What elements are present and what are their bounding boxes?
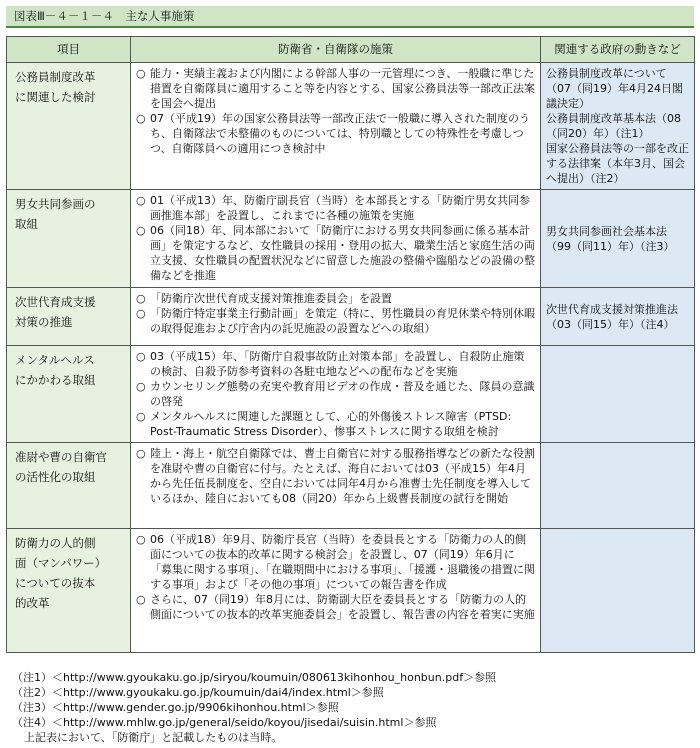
gov-action: 公務員制度改革基本法（08（同20）年）（注1） xyxy=(546,112,681,140)
table-row xyxy=(7,288,695,346)
gov-action: 国家公務員法等の一部を改正する法律案（本年3月、国会へ提出）（注2） xyxy=(546,142,689,185)
measure-text: 06（同18）年、同本部において「防衛庁における男女共同参画に係る基本計画」を策定するなど、女性職員の採用・登用の拡大、職業生活と家庭生活の両立支援、女性職員の配置状況などに留意した施設の整備や臨船などの設備の整備などを推進 xyxy=(150,224,535,282)
measure-text: 「防衛庁次世代育成支援対策推進委員会」を設置 xyxy=(150,292,392,305)
gov-cell xyxy=(541,63,695,190)
item-cell xyxy=(7,190,131,288)
item-cell xyxy=(7,443,131,529)
measures-cell xyxy=(131,190,541,288)
measure-text: 陸上・海上・航空自衛隊では、曹士自衛官に対する服務指導などの新たな役割を准尉や曹の自衛官に付与。たとえば、海自においては03（平成15）年4月から先任伍長制度を、空自においては同年4月から准曹士先任制度を導入しているほか、陸自においても08（同20）年から上級曹長制度の試行を開始 xyxy=(150,447,535,505)
measure-item xyxy=(136,409,535,439)
circle-bullet-icon: ○ xyxy=(136,350,146,363)
item-label-line: 次世代育成支援 xyxy=(15,295,96,309)
measure-item xyxy=(136,592,535,622)
measure-item xyxy=(136,193,535,223)
footnote: （注3）＜http://www.gender.go.jp/9906kihonhou.html＞参照 xyxy=(12,701,339,714)
gov-action: 次世代育成支援対策推進法（03（同15）年）（注4） xyxy=(546,302,678,331)
measure-item xyxy=(136,66,535,111)
item-label-line: 准尉や曹の自衛官 xyxy=(15,450,107,464)
item-label-line: 公務員制度改革 xyxy=(15,70,96,84)
table-row xyxy=(7,346,695,443)
footnote: （注2）＜http://www.gyoukaku.go.jp/koumuin/dai4/index.html＞参照 xyxy=(12,686,384,699)
measure-item xyxy=(136,532,535,592)
figure-title: 図表Ⅲ－４－１－４ 主な人事施策 xyxy=(6,6,694,28)
circle-bullet-icon: ○ xyxy=(136,307,146,320)
circle-bullet-icon: ○ xyxy=(136,112,146,125)
header-item: 項目 xyxy=(7,37,131,63)
gov-cell xyxy=(541,346,695,443)
table-row xyxy=(7,63,695,190)
item-label-line: 面（マンパワー） xyxy=(15,556,107,570)
table-row xyxy=(7,529,695,653)
measures-cell xyxy=(131,288,541,346)
item-label-line: 防衛力の人的側 xyxy=(15,536,96,550)
footnote: （注4）＜http://www.mhlw.go.jp/general/seido/koyou/jisedai/suisin.html＞参照 xyxy=(12,716,437,729)
item-label-line: 男女共同参画の xyxy=(15,197,96,211)
personnel-measures-table xyxy=(6,36,695,653)
item-label-line: 対策の推進 xyxy=(15,315,73,329)
measure-item xyxy=(136,446,535,506)
item-label-line: にかかわる取組 xyxy=(15,373,96,387)
measure-item xyxy=(136,379,535,409)
circle-bullet-icon: ○ xyxy=(136,447,146,460)
measure-text: 01（平成13）年、防衛庁副長官（当時）を本部長とする「防衛庁男女共同参画推進本部」を設置し、これまでに各種の施策を実施 xyxy=(150,194,530,222)
gov-action: 公務員制度改革について（07（同19）年4月24日閣議決定） xyxy=(546,67,683,110)
measure-item xyxy=(136,349,535,379)
header-measures: 防衛省・自衛隊の施策 xyxy=(131,37,541,63)
measure-text: 能力・実績主義および内閣による幹部人事の一元管理につき、一般職に準じた措置を自衛隊員に適用すること等を内容とする、国家公務員法等一部改正法案を国会へ提出 xyxy=(150,67,535,110)
item-cell xyxy=(7,288,131,346)
gov-action: 男女共同参画社会基本法（99（同11）年）（注3） xyxy=(546,224,675,253)
circle-bullet-icon: ○ xyxy=(136,194,146,207)
measure-text: カウンセリング態勢の充実や教育用ビデオの作成・普及を通じた、隊員の意識の啓発 xyxy=(150,380,535,408)
measure-text: 07（平成19）年の国家公務員法等一部改正法で一般職に導入された制度のうち、自衛隊法で未整備のものについては、特別職としての特殊性を考慮しつつ、自衛隊員への適用につき検討中 xyxy=(150,112,530,155)
item-label-line: の活性化の取組 xyxy=(15,470,96,484)
circle-bullet-icon: ○ xyxy=(136,380,146,393)
table-header-row xyxy=(7,37,695,63)
circle-bullet-icon: ○ xyxy=(136,593,146,606)
measure-text: 06（平成18）年9月、防衛庁長官（当時）を委員長とする「防衛力の人的側面についての抜本的改革に関する検討会」を設置し、07（同19）年6月に「募集に関する事項」、「在職期間中における事項」、「援護・退職後の措置に関する事項」および「その他の事項」についての報告書を作成 xyxy=(150,533,535,591)
measure-item xyxy=(136,223,535,283)
measure-item xyxy=(136,306,535,336)
table-row xyxy=(7,190,695,288)
circle-bullet-icon: ○ xyxy=(136,224,146,237)
gov-cell xyxy=(541,529,695,653)
item-label-line: 取組 xyxy=(15,217,38,231)
item-label-line: 的改革 xyxy=(15,596,50,610)
footnote-remark: 上記表において、「防衛庁」と記載したものは当時。 xyxy=(24,731,283,744)
measure-item xyxy=(136,291,535,306)
item-cell xyxy=(7,529,131,653)
measure-text: さらに、07（同19）年8月には、防衛副大臣を委員長とする「防衛力の人的側面についての抜本的改革実施委員会」を設置し、報告書の内容を着実に実施 xyxy=(150,593,535,621)
measure-text: 03（平成15）年、「防衛庁自殺事故防止対策本部」を設置し、自殺防止施策の検討、自殺予防参考資料の各駐屯地などへの配布などを実施 xyxy=(150,350,525,378)
circle-bullet-icon: ○ xyxy=(136,67,146,80)
table-row xyxy=(7,443,695,529)
item-cell xyxy=(7,346,131,443)
measures-cell xyxy=(131,443,541,529)
measure-item xyxy=(136,111,535,156)
circle-bullet-icon: ○ xyxy=(136,533,146,546)
circle-bullet-icon: ○ xyxy=(136,410,146,423)
gov-cell xyxy=(541,443,695,529)
measures-cell xyxy=(131,529,541,653)
item-label-line: に関連した検討 xyxy=(15,90,96,104)
item-label-line: メンタルヘルス xyxy=(15,353,95,367)
measures-cell xyxy=(131,63,541,190)
footnote: （注1）＜http://www.gyoukaku.go.jp/siryou/koumuin/080613kihonhou_honbun.pdf＞参照 xyxy=(12,671,497,684)
measures-cell xyxy=(131,346,541,443)
header-gov: 関連する政府の動きなど xyxy=(541,37,695,63)
gov-cell xyxy=(541,190,695,288)
item-cell xyxy=(7,63,131,190)
gov-cell xyxy=(541,288,695,346)
measure-text: メンタルヘルスに関連した課題として、心的外傷後ストレス障害（PTSD: Post-Traumatic Stress Disorder）、惨事ストレスに関する取組を検討 xyxy=(150,410,512,438)
footnotes xyxy=(12,670,692,745)
item-label-line: についての抜本 xyxy=(15,576,96,590)
measure-text: 「防衛庁特定事業主行動計画」を策定（特に、男性職員の育児休業や特別休暇の取得促進および庁舎内の託児施設の設置などへの取組） xyxy=(150,307,535,335)
circle-bullet-icon: ○ xyxy=(136,292,146,305)
